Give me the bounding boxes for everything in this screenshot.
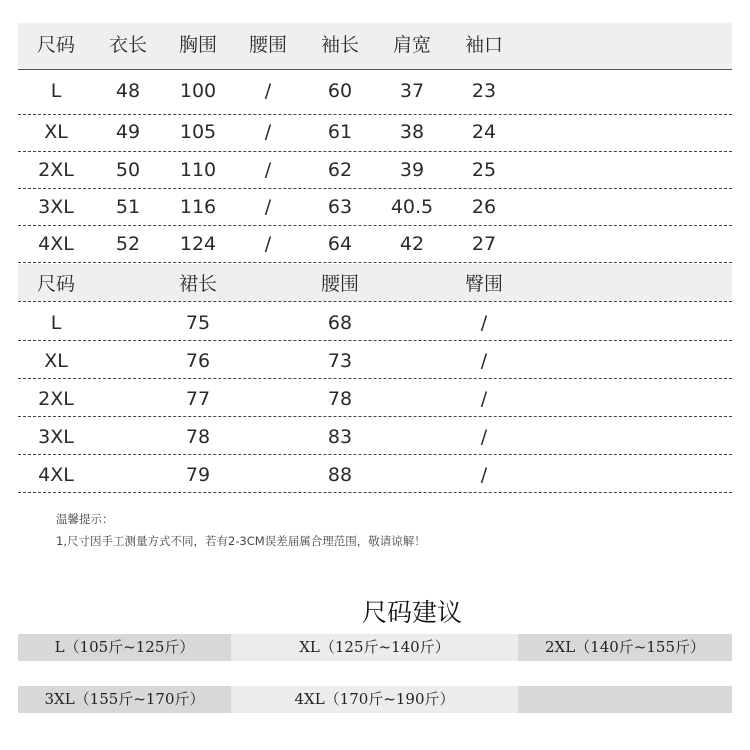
bottom-table-cell: 2XL: [38, 388, 74, 410]
table-rule: [18, 492, 732, 493]
recommendation-item: 3XL（155斤~170斤）: [18, 686, 231, 713]
table-rule: [18, 416, 732, 417]
top-table-cell: 39: [399, 159, 425, 181]
top-table-cell: 49: [115, 121, 141, 143]
bottom-header-cell: 臀围: [464, 273, 503, 295]
recommendation-item: 4XL（170斤~190斤）: [231, 686, 518, 713]
bottom-table-cell: /: [480, 426, 488, 448]
top-table-cell: /: [264, 196, 272, 218]
top-header-cell: 胸围: [178, 34, 217, 56]
bottom-table-cell: /: [480, 388, 488, 410]
top-table-cell: 100: [179, 80, 217, 102]
table-rule: [18, 151, 732, 152]
top-header-cell: 腰围: [248, 34, 287, 56]
table-rule: [18, 454, 732, 455]
top-table-cell: 60: [327, 80, 353, 102]
recommendation-item: XL（125斤~140斤）: [231, 634, 518, 661]
top-table-cell: 3XL: [38, 196, 74, 218]
bottom-table-cell: 73: [327, 350, 353, 372]
top-table-cell: 63: [327, 196, 353, 218]
top-table-cell: 50: [115, 159, 141, 181]
top-table-cell: 4XL: [38, 233, 74, 255]
top-table-cell: 24: [471, 121, 497, 143]
bottom-table-cell: L: [50, 312, 62, 334]
top-table-cell: 116: [179, 196, 217, 218]
top-table-cell: 62: [327, 159, 353, 181]
top-table-cell: /: [264, 233, 272, 255]
top-table-cell: 40.5: [390, 196, 434, 218]
table-rule: [18, 69, 732, 70]
bottom-table-cell: XL: [44, 350, 68, 372]
bottom-table-cell: 78: [185, 426, 211, 448]
top-table-cell: 27: [471, 233, 497, 255]
top-table-cell: 42: [399, 233, 425, 255]
top-table-cell: 48: [115, 80, 141, 102]
bottom-table-cell: 75: [185, 312, 211, 334]
top-table-cell: 2XL: [38, 159, 74, 181]
bottom-table-cell: /: [480, 312, 488, 334]
table-rule: [18, 301, 732, 302]
top-table-cell: 23: [471, 80, 497, 102]
top-table-cell: XL: [44, 121, 68, 143]
top-table-cell: 37: [399, 80, 425, 102]
top-table-cell: 124: [179, 233, 217, 255]
recommendation-title: 尺码建议: [361, 598, 462, 627]
bottom-table-cell: 79: [185, 464, 211, 486]
top-header-cell: 袖口: [464, 34, 503, 56]
recommendation-empty: [518, 686, 732, 713]
recommendation-item: 2XL（140斤~155斤）: [518, 634, 732, 661]
top-table-cell: 51: [115, 196, 141, 218]
notice-title: 温馨提示：: [56, 512, 114, 526]
bottom-header-cell: 腰围: [320, 273, 359, 295]
top-table-cell: L: [50, 80, 62, 102]
bottom-table-cell: 4XL: [38, 464, 74, 486]
bottom-table-cell: 68: [327, 312, 353, 334]
top-table-cell: 25: [471, 159, 497, 181]
notice-text: 1,尺寸因手工测量方式不同，若有2-3CM误差届属合理范围，敬请谅解！: [56, 534, 426, 548]
recommendation-row: [18, 634, 732, 661]
top-header-cell: 衣长: [108, 34, 147, 56]
recommendation-row: [18, 686, 732, 713]
table-rule: [18, 340, 732, 341]
bottom-header-cell: 尺码: [36, 273, 75, 295]
bottom-table-cell: 83: [327, 426, 353, 448]
top-table-cell: 105: [179, 121, 217, 143]
top-table-cell: 52: [115, 233, 141, 255]
bottom-table-cell: 76: [185, 350, 211, 372]
top-table-cell: 61: [327, 121, 353, 143]
top-table-cell: 110: [179, 159, 217, 181]
top-table-cell: 26: [471, 196, 497, 218]
top-header-cell: 袖长: [320, 34, 359, 56]
table-rule: [18, 378, 732, 379]
top-table-cell: 64: [327, 233, 353, 255]
table-rule: [18, 262, 732, 263]
bottom-table-cell: /: [480, 464, 488, 486]
top-table-cell: /: [264, 80, 272, 102]
bottom-header-cell: 裙长: [178, 273, 217, 295]
top-header-cell: 尺码: [36, 34, 75, 56]
recommendation-item: L（105斤~125斤）: [18, 634, 231, 661]
bottom-table-cell: 3XL: [38, 426, 74, 448]
table-rule: [18, 225, 732, 226]
top-header-cell: 肩宽: [392, 34, 431, 56]
bottom-table-cell: /: [480, 350, 488, 372]
top-table-cell: 38: [399, 121, 425, 143]
bottom-table-cell: 78: [327, 388, 353, 410]
top-table-cell: /: [264, 121, 272, 143]
bottom-table-cell: 77: [185, 388, 211, 410]
top-table-cell: /: [264, 159, 272, 181]
table-rule: [18, 188, 732, 189]
table-rule: [18, 114, 732, 115]
bottom-table-cell: 88: [327, 464, 353, 486]
